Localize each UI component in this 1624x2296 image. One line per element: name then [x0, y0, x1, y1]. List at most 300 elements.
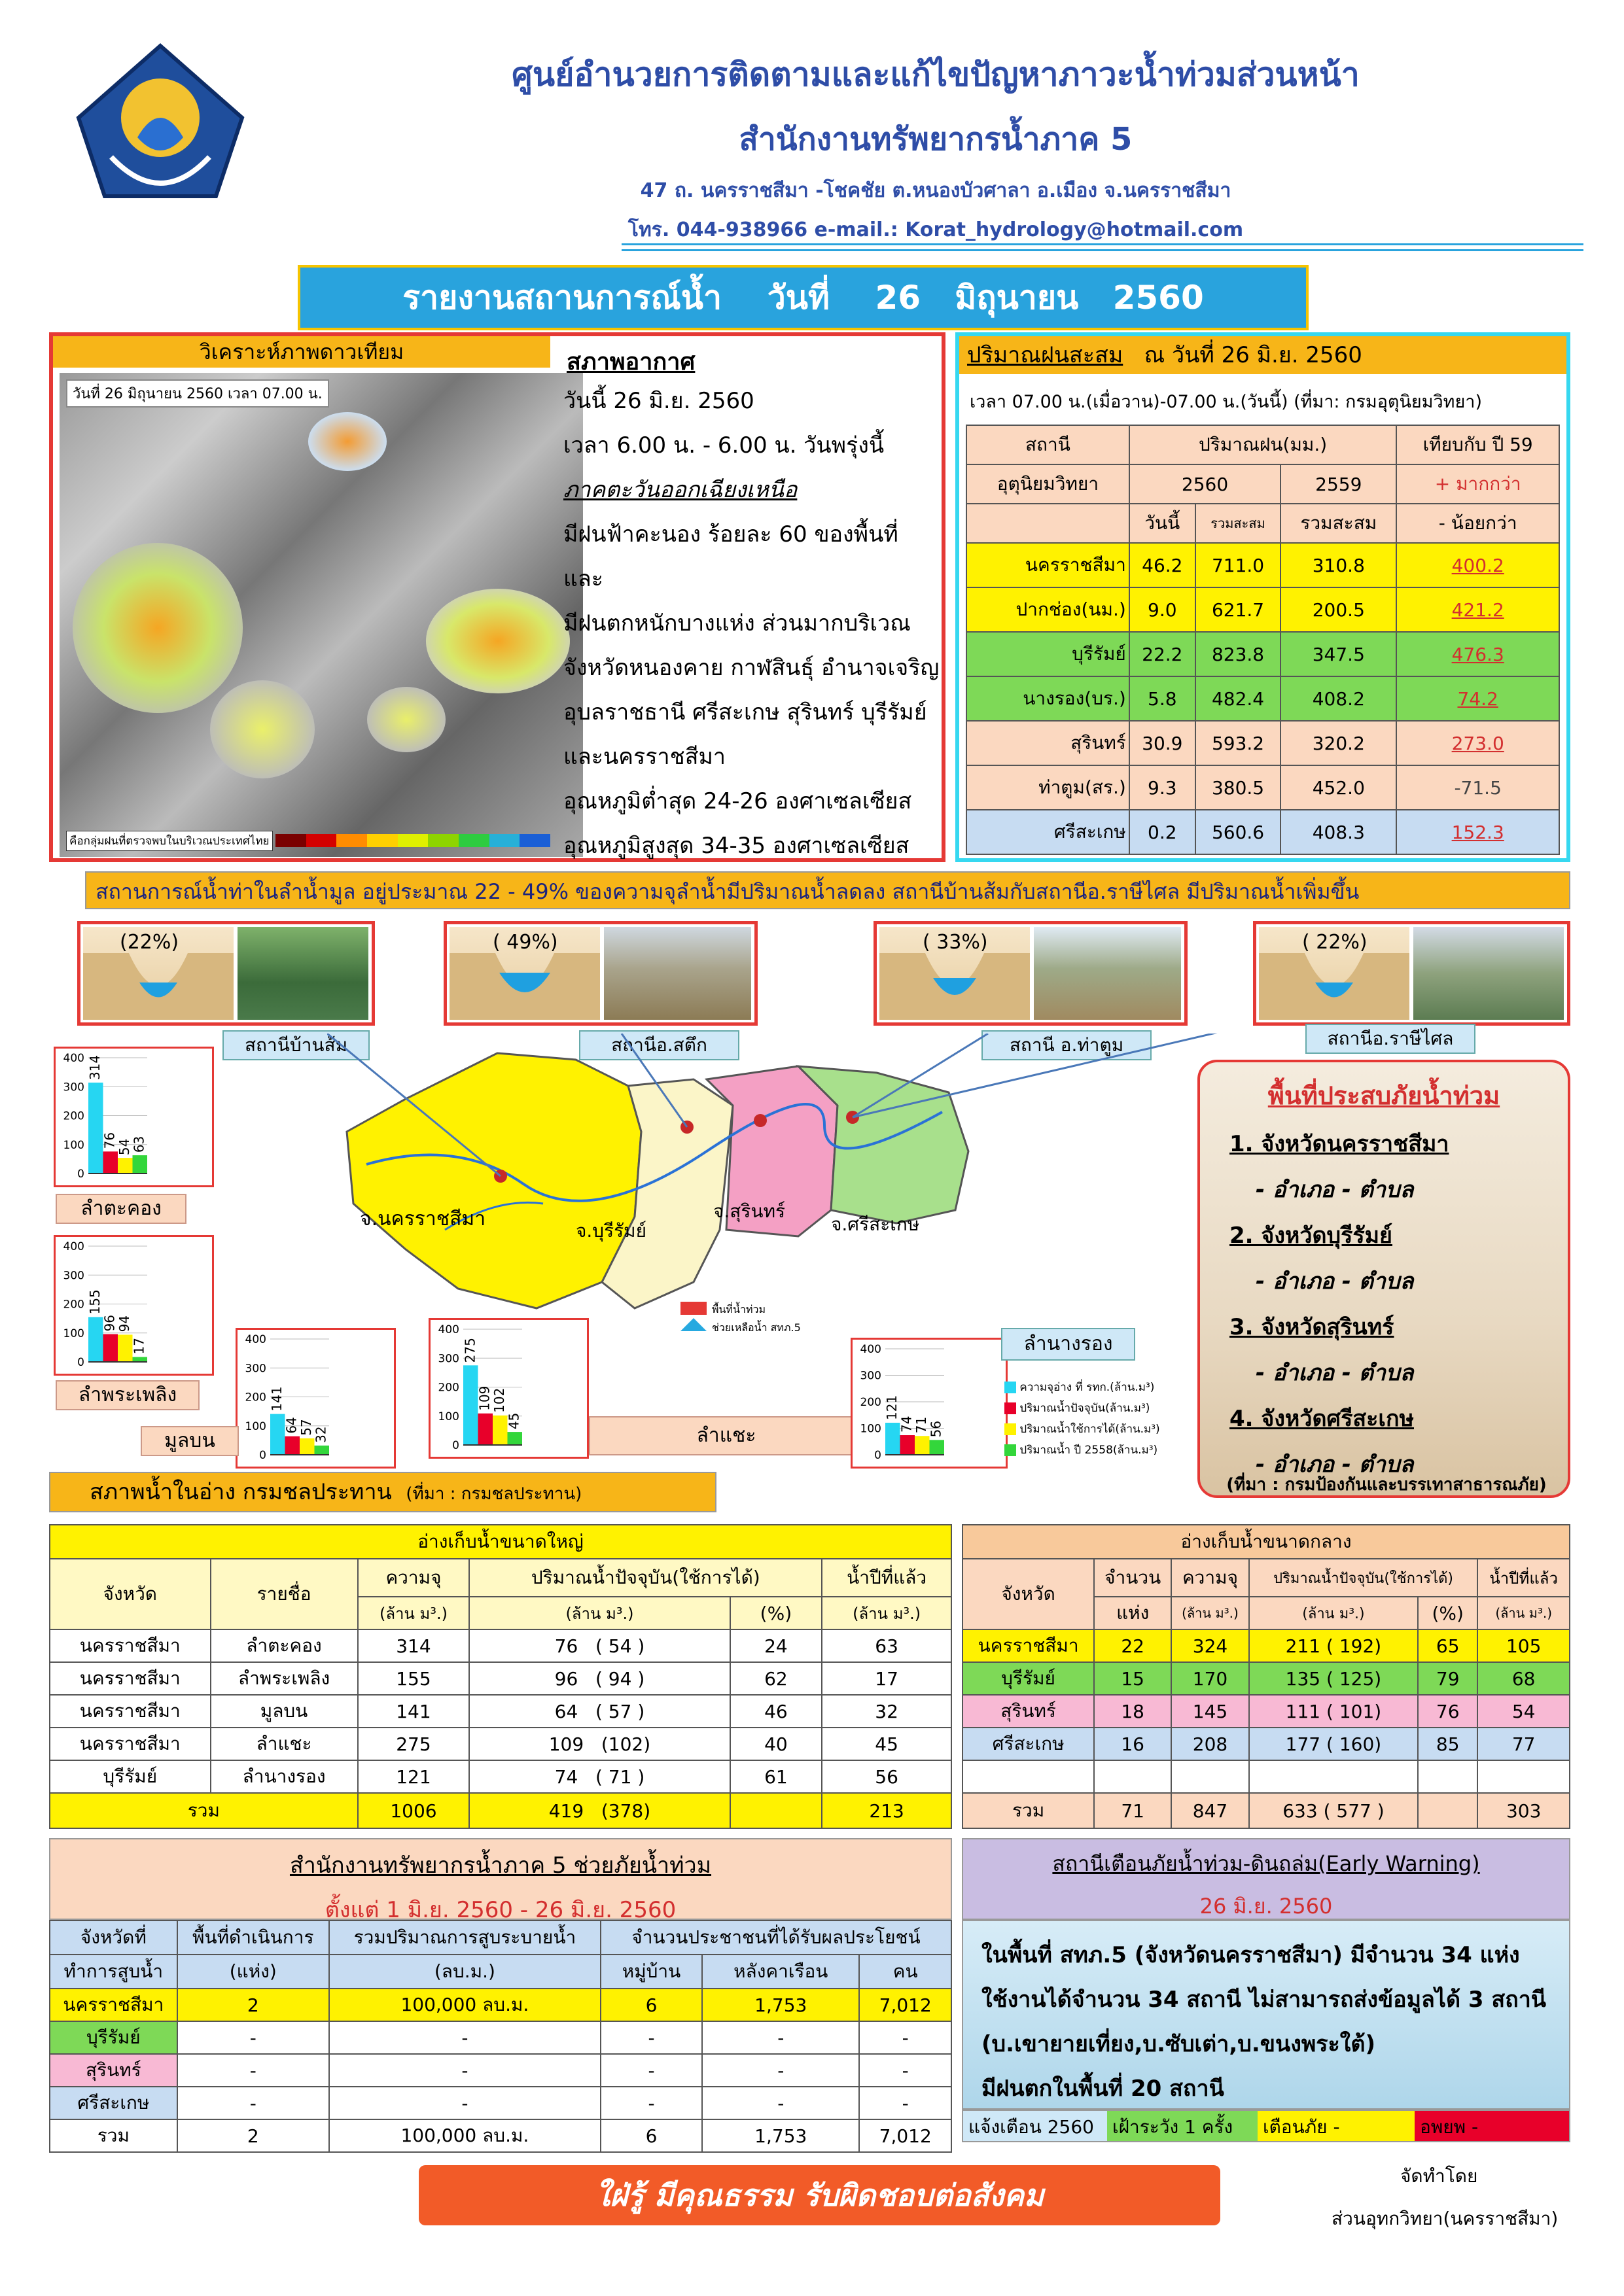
cell: 18 — [1094, 1695, 1171, 1728]
table-row — [962, 1662, 1570, 1695]
table-row — [50, 1629, 951, 1662]
banner-year: 2560 — [1112, 279, 1204, 317]
h-prov2: ทำการสูบน้ำ — [50, 1955, 177, 1989]
use: ( 94 ) — [595, 1667, 645, 1690]
rainfall-h-more: + มากกว่า — [1396, 464, 1559, 504]
bar — [133, 1155, 148, 1174]
warning-date: 26 มิ.ย. 2560 — [1199, 1894, 1333, 1919]
use: (102) — [601, 1733, 651, 1755]
cell — [469, 1793, 730, 1828]
station-name: สถานีอ.ราษีไศล — [1305, 1024, 1475, 1054]
rainfall-subtitle: เวลา 07.00 น.(เมื่อวาน)-07.00 น.(วันนี้) (ที่มา: กรมอุตุนิยมวิทยา) — [970, 392, 1482, 412]
h-unit: (ล้าน ม³.) — [1249, 1597, 1418, 1629]
table-row — [50, 1662, 951, 1695]
station-name: สถานี อ.ท่าตูม — [981, 1030, 1152, 1060]
cell: 15 — [1094, 1662, 1171, 1695]
header-contact: โทร. 044-938966 e-mail.: Korat_hydrology@hotmail.com — [627, 218, 1244, 241]
cell: 17 — [822, 1662, 951, 1695]
dwr-emblem-icon — [65, 39, 255, 216]
rain-today: 9.0 — [1129, 587, 1195, 632]
cell: - — [601, 2087, 702, 2119]
bar — [285, 1436, 300, 1455]
bar-chart — [56, 1237, 212, 1374]
map-label-buriram: จ.บุรีรัมย์ — [576, 1220, 647, 1242]
data-label: 32 — [313, 1426, 329, 1443]
h-last: น้ำปีที่แล้ว — [822, 1559, 951, 1597]
cell: 16 — [1094, 1728, 1171, 1760]
station-box — [444, 921, 758, 1026]
tick-label: 400 — [860, 1343, 881, 1356]
data-label: 141 — [269, 1386, 285, 1412]
cell: นครราชสีมา — [50, 1629, 211, 1662]
chart-name: ลำนางรอง — [1001, 1328, 1135, 1361]
bar — [463, 1365, 478, 1445]
bar — [315, 1446, 330, 1455]
tick-label: 300 — [438, 1352, 459, 1366]
weather-line: จังหวัดหนองคาย กาฬสินธุ์ อำนาจเจริญ — [563, 655, 940, 681]
rain-acc60: 593.2 — [1195, 721, 1280, 765]
weather-title: สภาพอากาศ — [567, 349, 696, 375]
map-label-sisaket: จ.ศรีสะเกษ — [831, 1213, 920, 1235]
weather-line: และนครราชสีมา — [563, 744, 726, 770]
h-house: หลังคาเรือน — [702, 1955, 859, 1989]
warning-line: มีฝนตกในพื้นที่ 20 สถานี — [981, 2076, 1224, 2102]
table-row — [962, 1629, 1570, 1662]
rain-diff: 273.0 — [1396, 721, 1559, 765]
tick-label: 100 — [63, 1327, 84, 1340]
medium-reservoir-table — [962, 1524, 1570, 1829]
chart-name: ลำแชะ — [589, 1416, 864, 1455]
use: ( 57 ) — [595, 1700, 645, 1722]
station-name: สถานีอ.สตึก — [579, 1030, 739, 1060]
cell: 155 — [358, 1662, 470, 1695]
rain-station: บุรีรัมย์ — [966, 632, 1129, 676]
tick-label: 400 — [245, 1333, 266, 1346]
table-row-total — [962, 1793, 1570, 1828]
tick-label: 0 — [874, 1449, 881, 1462]
cell: 54 — [1477, 1695, 1570, 1728]
cell: 7,012 — [859, 1989, 951, 2021]
data-label: 64 — [283, 1417, 300, 1434]
data-label: 109 — [476, 1385, 493, 1411]
tick-label: 300 — [63, 1081, 84, 1094]
reservoir-title-bar — [49, 1472, 716, 1512]
cell: บุรีรัมย์ — [962, 1662, 1094, 1695]
bar — [88, 1083, 103, 1174]
legend-item — [1004, 1440, 1194, 1461]
tick-label: 0 — [259, 1449, 266, 1462]
weather-region: ภาคตะวันออกเฉียงเหนือ — [563, 477, 798, 503]
cell: 68 — [1477, 1662, 1570, 1695]
chart-lamtakong — [54, 1047, 214, 1187]
tick-label: 300 — [245, 1362, 266, 1376]
weather-line: วันนี้ 26 มิ.ย. 2560 — [563, 388, 754, 414]
warning-header — [962, 1838, 1570, 1920]
assist-header — [49, 1838, 952, 1923]
rainfall-h-compare: เทียบกับ ปี 59 — [1396, 425, 1559, 464]
banner-day: 26 — [875, 279, 921, 317]
cell: 100,000 ลบ.ม. — [329, 1989, 601, 2021]
rain-today: 5.8 — [1129, 676, 1195, 721]
data-label: 314 — [87, 1054, 103, 1081]
cell — [469, 1760, 730, 1793]
footer-made-by: จัดทำโดย — [1400, 2165, 1478, 2187]
cell: 135 ( 125) — [1249, 1662, 1418, 1695]
rain-today: 46.2 — [1129, 543, 1195, 587]
tick-label: 200 — [438, 1381, 459, 1395]
assist-period: ตั้งแต่ 1 มิ.ย. 2560 - 26 มิ.ย. 2560 — [325, 1897, 677, 1923]
h-prov: จังหวัด — [962, 1559, 1094, 1629]
weather-line: เวลา 6.00 น. - 6.00 น. วันพรุ่งนี้ — [563, 432, 885, 459]
chart-legend — [1004, 1377, 1194, 1461]
legend-item — [1004, 1398, 1194, 1419]
warning-lines — [963, 1921, 1569, 2111]
risk-detail: - อำเภอ - ตำบล — [1256, 1452, 1414, 1478]
table-row — [962, 1695, 1570, 1728]
map-legend-flood: พื้นที่น้ำท่วม — [712, 1303, 766, 1315]
tick-label: 300 — [860, 1369, 881, 1383]
h-prov: จังหวัดที่ — [50, 1921, 177, 1955]
tick-label: 200 — [860, 1396, 881, 1409]
satellite-legend-note: คือกลุ่มฝนที่ตรวจพบในบริเวณประเทศไทย — [66, 831, 273, 851]
station-photo — [238, 927, 368, 1020]
cell: นครราชสีมา — [50, 1662, 211, 1695]
rainfall-h-station2: อุตุนิยมวิทยา — [966, 464, 1129, 504]
legend-label: ปริมาณน้ำปัจจุบัน(ล้าน.ม³) — [1019, 1402, 1150, 1415]
cell: ลำตะคอง — [211, 1629, 358, 1662]
tick-label: 200 — [63, 1109, 84, 1123]
risk-province: 3. จังหวัดสุรินทร์ — [1229, 1314, 1394, 1340]
h-vol2: (ลบ.ม.) — [329, 1955, 601, 1989]
bar — [478, 1414, 493, 1445]
cell: 79 — [1418, 1662, 1477, 1695]
banner-label: รายงานสถานการณ์น้ำ — [402, 279, 722, 317]
bar — [915, 1436, 930, 1455]
rain-station: ปากช่อง(นม.) — [966, 587, 1129, 632]
reservoir-title: สภาพน้ำในอ่าง กรมชลประทาน — [90, 1479, 392, 1505]
cell: 100,000 ลบ.ม. — [329, 2119, 601, 2152]
data-label: 155 — [87, 1289, 103, 1315]
rain-acc59: 200.5 — [1280, 587, 1396, 632]
risk-title: พื้นที่ประสบภัยน้ำท่วม — [1267, 1081, 1500, 1110]
cell — [469, 1695, 730, 1728]
cell: 324 — [1171, 1629, 1249, 1662]
table-row-total — [50, 2119, 951, 2152]
station-box — [874, 921, 1188, 1026]
data-label: 275 — [462, 1338, 478, 1363]
use: ( 71 ) — [595, 1765, 645, 1788]
satellite-title: วิเคราะห์ภาพดาวเทียม — [53, 336, 550, 368]
cell: 105 — [1477, 1629, 1570, 1662]
data-label: 71 — [913, 1416, 930, 1434]
cell — [469, 1728, 730, 1760]
cell: - — [859, 2087, 951, 2119]
table-row — [50, 1989, 951, 2021]
cell: - — [177, 2021, 329, 2054]
h-last: น้ำปีที่แล้ว — [1477, 1559, 1570, 1597]
cell: 85 — [1418, 1728, 1477, 1760]
bar — [103, 1151, 118, 1174]
station-photo — [604, 927, 751, 1020]
cell: รวม — [962, 1793, 1094, 1828]
cell: 1006 — [358, 1793, 470, 1828]
data-label: 102 — [491, 1387, 508, 1413]
cell: 2 — [177, 2119, 329, 2152]
rainfall-title-bar — [959, 336, 1566, 374]
cell: - — [329, 2087, 601, 2119]
rain-diff: 476.3 — [1396, 632, 1559, 676]
header-line2: สำนักงานทรัพยากรน้ำภาค 5 — [739, 121, 1133, 158]
rainfall-h-acc2: รวมสะสม — [1280, 504, 1396, 543]
header-address: 47 ถ. นครราชสีมา -โชคชัย ต.หนองบัวศาลา อ.เมือง จ.นครราชสีมา — [640, 179, 1231, 202]
bar-chart — [853, 1340, 1006, 1467]
bar — [270, 1414, 285, 1455]
cell: สุรินทร์ — [962, 1695, 1094, 1728]
cell: รวม — [50, 2119, 177, 2152]
h-cur: ปริมาณน้ำปัจจุบัน(ใช้การได้) — [469, 1559, 822, 1597]
risk-source: (ที่มา : กรมป้องกันและบรรเทาสาธารณภัย) — [1226, 1475, 1547, 1495]
cell: - — [177, 2054, 329, 2087]
cell: รวม — [50, 1793, 358, 1828]
bar — [118, 1334, 133, 1362]
cell: 56 — [822, 1760, 951, 1793]
chart-lamchae — [429, 1318, 589, 1459]
tick-label: 0 — [77, 1356, 84, 1369]
warning-line: ในพื้นที่ สทภ.5 (จังหวัดนครราชสีมา) มีจำนวน 34 แห่ง — [981, 1942, 1520, 1968]
table-row — [50, 1760, 951, 1793]
satellite-weather-panel — [49, 332, 945, 862]
use: ( 54 ) — [595, 1635, 645, 1657]
footer-slogan: ใฝ่รู้ มีคุณธรรม รับผิดชอบต่อสังคม — [419, 2165, 1220, 2225]
satellite-scale — [275, 834, 550, 847]
h-pct: (%) — [730, 1597, 822, 1629]
cell: มูลบน — [211, 1695, 358, 1728]
cell: - — [702, 2021, 859, 2054]
station-pct: ( 22%) — [1302, 931, 1368, 954]
rainfall-h-2559: 2559 — [1280, 464, 1396, 504]
station-box — [77, 921, 375, 1026]
station-photo — [1034, 927, 1181, 1020]
h-unit: (ล้าน ม³.) — [1171, 1597, 1249, 1629]
h-name: รายชื่อ — [211, 1559, 358, 1629]
h-people: คน — [859, 1955, 951, 1989]
table-row — [50, 1695, 951, 1728]
chart-mulbon — [236, 1328, 396, 1469]
station-pct: ( 49%) — [493, 931, 558, 954]
rainfall-h-2560: 2560 — [1129, 464, 1280, 504]
h-cap: ความจุ — [1171, 1559, 1249, 1597]
rain-today: 22.2 — [1129, 632, 1195, 676]
data-label: 94 — [116, 1315, 133, 1332]
tick-label: 100 — [245, 1419, 266, 1433]
province-map — [327, 1034, 1269, 1334]
data-label: 57 — [298, 1419, 315, 1436]
table-row — [966, 721, 1559, 765]
cell: นครราชสีมา — [50, 1695, 211, 1728]
tick-label: 100 — [438, 1410, 459, 1423]
data-label: 121 — [884, 1395, 900, 1420]
table-row — [966, 765, 1559, 810]
cell: บุรีรัมย์ — [50, 2021, 177, 2054]
cell: - — [859, 2021, 951, 2054]
cell: 208 — [1171, 1728, 1249, 1760]
weather-lines — [563, 379, 943, 868]
risk-detail: - อำเภอ - ตำบล — [1256, 1268, 1414, 1295]
cell: 303 — [1477, 1793, 1570, 1828]
cur: 96 — [554, 1667, 578, 1690]
weather-line: อุณหภูมิต่ำสุด 24-26 องศาเซลเซียส — [563, 788, 912, 814]
chart-lamphraphloeng — [54, 1235, 214, 1376]
rainfall-table — [966, 425, 1560, 855]
cell: 6 — [601, 2119, 702, 2152]
table-row — [50, 1728, 951, 1760]
satellite-image — [60, 373, 583, 857]
station-pct: (22%) — [120, 931, 179, 954]
rain-diff: 421.2 — [1396, 587, 1559, 632]
medium-title: อ่างเก็บน้ำขนาดกลาง — [962, 1525, 1570, 1559]
cell — [469, 1629, 730, 1662]
cell: 7,012 — [859, 2119, 951, 2152]
rain-acc60: 711.0 — [1195, 543, 1280, 587]
chart-lamnangrong — [851, 1338, 1008, 1469]
weather-line: อุบลราชธานี ศรีสะเกษ สุรินทร์ บุรีรัมย์ — [563, 699, 927, 725]
tick-label: 0 — [452, 1439, 459, 1452]
large-reservoir-table — [49, 1524, 952, 1829]
rain-acc59: 347.5 — [1280, 632, 1396, 676]
flood-risk-panel — [1197, 1060, 1570, 1498]
cell: 61 — [730, 1760, 822, 1793]
rain-today: 9.3 — [1129, 765, 1195, 810]
cell: นครราชสีมา — [962, 1629, 1094, 1662]
rain-acc59: 310.8 — [1280, 543, 1396, 587]
bar — [88, 1317, 103, 1362]
cell: 63 — [822, 1629, 951, 1662]
tick-label: 400 — [438, 1323, 459, 1336]
cur: 74 — [554, 1765, 578, 1788]
bar — [133, 1357, 148, 1362]
cell: 24 — [730, 1629, 822, 1662]
risk-province: 4. จังหวัดศรีสะเกษ — [1229, 1406, 1414, 1432]
status-notify: แจ้งเตือน 2560 — [963, 2111, 1107, 2141]
cell: บุรีรัมย์ — [50, 1760, 211, 1793]
tick-label: 100 — [63, 1138, 84, 1152]
data-label: 56 — [928, 1420, 944, 1438]
cell: 141 — [358, 1695, 470, 1728]
rain-station: ศรีสะเกษ — [966, 810, 1129, 854]
cell: 62 — [730, 1662, 822, 1695]
risk-detail: - อำเภอ - ตำบล — [1256, 1177, 1414, 1203]
h-vol: รวมปริมาณการสูบระบายน้ำ — [329, 1921, 601, 1955]
cell: 111 ( 101) — [1249, 1695, 1418, 1728]
data-label: 74 — [898, 1416, 915, 1433]
rain-station: นครราชสีมา — [966, 543, 1129, 587]
footer-org: ส่วนอุทกวิทยา(นครราชสีมา) — [1332, 2208, 1559, 2229]
table-row — [966, 676, 1559, 721]
h-unit: (ล้าน ม³.) — [469, 1597, 730, 1629]
status-alert: เตือนภัย - — [1258, 2111, 1415, 2141]
cell: 65 — [1418, 1629, 1477, 1662]
h-unit: (ล้าน ม³.) — [822, 1597, 951, 1629]
tick-label: 400 — [63, 1052, 84, 1065]
warning-title: สถานีเตือนภัยน้ำท่วม-ดินถล่ม(Early Warning) — [1052, 1851, 1480, 1876]
cell: 633 ( 577 ) — [1249, 1793, 1418, 1828]
h-prov: จังหวัด — [50, 1559, 211, 1629]
h-ben: จำนวนประชาชนที่ได้รับผลประโยชน์ — [601, 1921, 951, 1955]
chart-name: ลำตะคอง — [56, 1194, 186, 1224]
warning-status-bar — [962, 2110, 1570, 2142]
cell: 32 — [822, 1695, 951, 1728]
table-row — [966, 587, 1559, 632]
cell: - — [859, 2054, 951, 2087]
cell: - — [702, 2087, 859, 2119]
h-vil: หมู่บ้าน — [601, 1955, 702, 1989]
rain-today: 0.2 — [1129, 810, 1195, 854]
chart-name: มูลบน — [141, 1426, 239, 1456]
cell: 213 — [822, 1793, 951, 1828]
legend-item — [1004, 1419, 1194, 1440]
rain-acc60: 621.7 — [1195, 587, 1280, 632]
map-svg — [327, 1034, 1269, 1334]
rainfall-h-less: - น้อยกว่า — [1396, 504, 1559, 543]
large-title: อ่างเก็บน้ำขนาดใหญ่ — [50, 1525, 951, 1559]
bar — [930, 1440, 945, 1455]
station-pct: ( 33%) — [923, 931, 988, 954]
rainfall-panel — [955, 332, 1570, 862]
cell: นครราชสีมา — [50, 1728, 211, 1760]
data-label: 45 — [506, 1412, 522, 1430]
bar — [103, 1334, 118, 1362]
cur: 419 — [548, 1800, 584, 1822]
h-unit: (ล้าน ม³.) — [358, 1597, 470, 1629]
bar-chart — [56, 1049, 212, 1185]
h-cap: ความจุ — [358, 1559, 470, 1597]
cell: - — [177, 2087, 329, 2119]
map-label-korat: จ.นครราชสีมา — [360, 1208, 486, 1230]
warning-line: ใช้งานได้จำนวน 34 สถานี ไม่สามารถส่งข้อมูลได้ 3 สถานี — [981, 1987, 1547, 2013]
rain-station: สุรินทร์ — [966, 721, 1129, 765]
legend-item — [1004, 1377, 1194, 1398]
use: (378) — [601, 1800, 651, 1822]
cell: 211 ( 192) — [1249, 1629, 1418, 1662]
cell: - — [329, 2054, 601, 2087]
rain-acc60: 482.4 — [1195, 676, 1280, 721]
cell: - — [601, 2054, 702, 2087]
cell: นครราชสีมา — [50, 1989, 177, 2021]
table-row-empty — [962, 1760, 1570, 1793]
bar-chart — [238, 1330, 394, 1467]
tick-label: 300 — [63, 1269, 84, 1283]
cell: สุรินทร์ — [50, 2054, 177, 2087]
h-count: จำนวน — [1094, 1559, 1171, 1597]
cell: 71 — [1094, 1793, 1171, 1828]
cell — [469, 1662, 730, 1695]
header-line1: ศูนย์อำนวยการติดตามและแก้ไขปัญหาภาวะน้ำท่วมส่วนหน้า — [512, 56, 1360, 94]
data-label: 76 — [101, 1132, 118, 1149]
rainfall-title: ปริมาณฝนสะสม — [967, 342, 1123, 368]
cell: ลำแชะ — [211, 1728, 358, 1760]
rainfall-h-acc: รวมสะสม — [1195, 504, 1280, 543]
table-row-total — [50, 1793, 951, 1828]
bar-chart — [431, 1320, 587, 1457]
chart-name: ลำพระเพลิง — [56, 1380, 200, 1410]
rain-acc59: 320.2 — [1280, 721, 1396, 765]
tick-label: 0 — [77, 1168, 84, 1181]
assist-title: สำนักงานทรัพยากรน้ำภาค 5 ช่วยภัยน้ำท่วม — [289, 1852, 712, 1879]
risk-province: 2. จังหวัดบุรีรัมย์ — [1229, 1223, 1392, 1249]
map-label-surin: จ.สุรินทร์ — [713, 1200, 786, 1222]
cell: 275 — [358, 1728, 470, 1760]
cell: 40 — [730, 1728, 822, 1760]
